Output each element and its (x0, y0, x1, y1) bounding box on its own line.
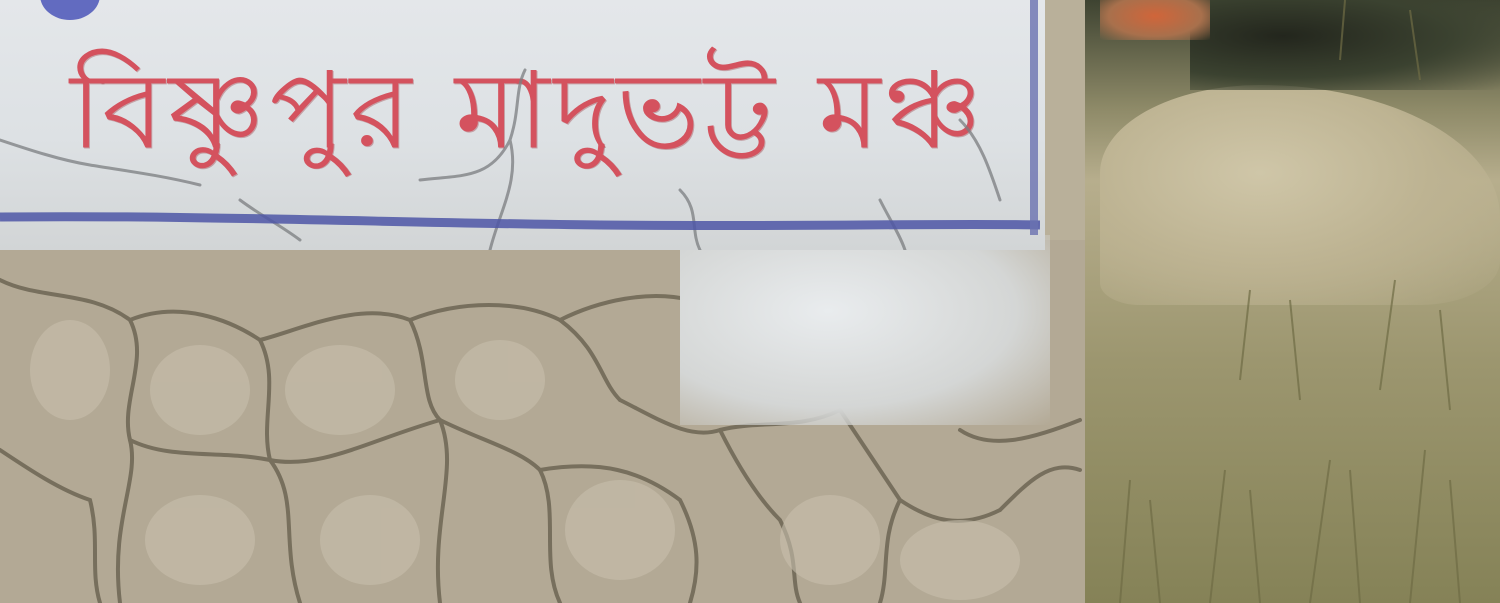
sign-text: বিষ্ণুপুর মাদুভট্ট মঞ্চ (70, 49, 987, 173)
